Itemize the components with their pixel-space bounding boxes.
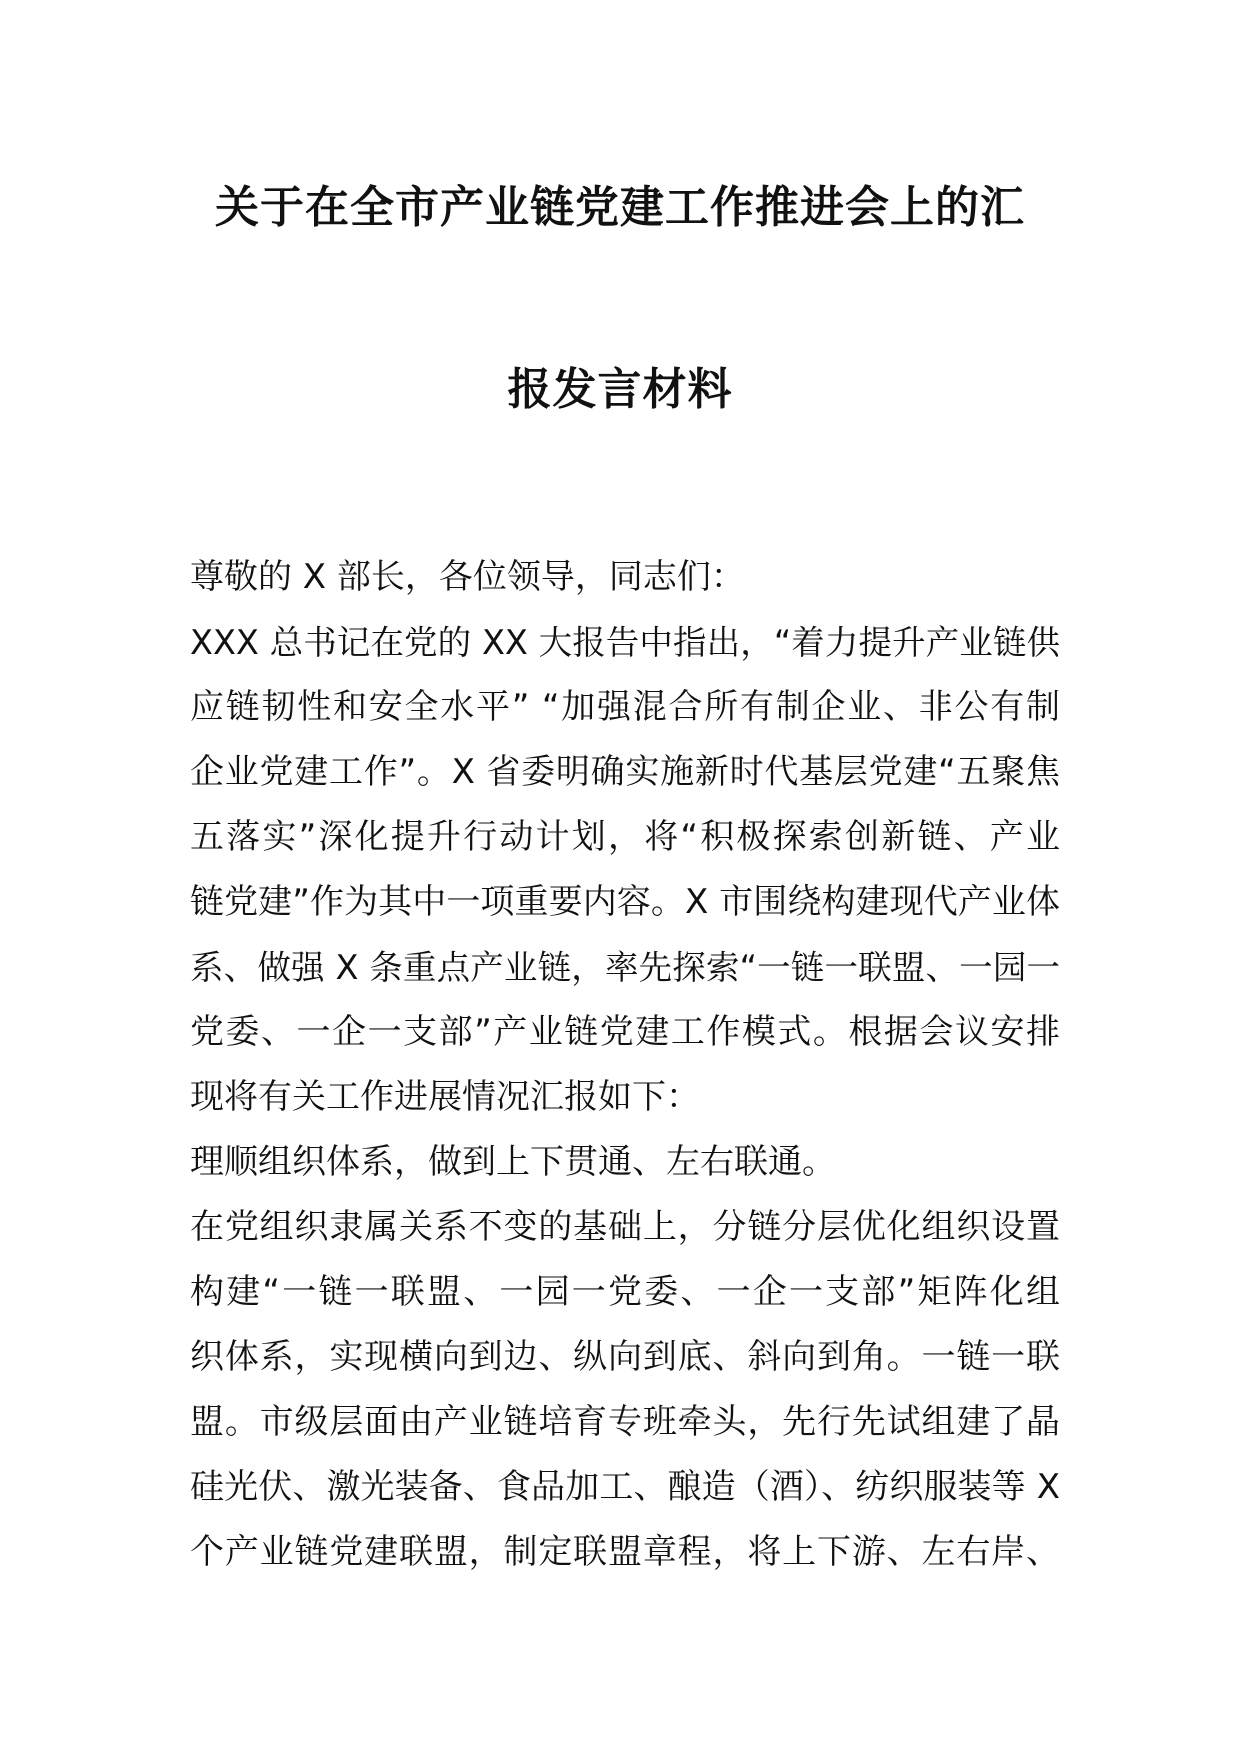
document-body xyxy=(190,545,1060,1585)
body-line: 链党建”作为其中一项重要内容。X 市围绕构建现代产业体 xyxy=(190,882,1060,922)
body-line: 现将有关工作进展情况汇报如下： xyxy=(190,1077,700,1117)
body-line: 织体系，实现横向到边、纵向到底、斜向到角。一链一联 xyxy=(190,1337,1060,1377)
body-line: 构建“一链一联盟、一园一党委、一企一支部”矩阵化组 xyxy=(190,1272,1060,1312)
body-line: 五落实”深化提升行动计划，将“积极探索创新链、产业 xyxy=(190,817,1060,857)
document-title-line-2: 报发言材料 xyxy=(507,364,733,415)
body-line: 系、做强 X 条重点产业链，率先探索“一链一联盟、一园一 xyxy=(190,948,1060,987)
body-line: 在党组织隶属关系不变的基础上，分链分层优化组织设置 xyxy=(190,1207,1060,1247)
body-line: 党委、一企一支部”产业链党建工作模式。根据会议安排 xyxy=(190,1012,1060,1052)
salutation: 尊敬的 X 部长，各位领导，同志们： xyxy=(190,557,745,597)
body-line: 盟。市级层面由产业链培育专班牵头，先行先试组建了晶 xyxy=(190,1402,1060,1442)
body-line: 个产业链党建联盟，制定联盟章程，将上下游、左右岸、 xyxy=(190,1532,1060,1572)
body-line: XXX 总书记在党的 XX 大报告中指出，“着力提升产业链供 xyxy=(190,623,1060,662)
body-line: 应链韧性和安全水平” “加强混合所有制企业、非公有制 xyxy=(190,687,1060,727)
section-heading: 理顺组织体系，做到上下贯通、左右联通。 xyxy=(190,1142,836,1182)
document-title-line-1: 关于在全市产业链党建工作推进会上的汇 xyxy=(215,182,1025,233)
body-line: 企业党建工作”。X 省委明确实施新时代基层党建“五聚焦 xyxy=(190,752,1060,792)
body-line: 硅光伏、激光装备、食品加工、酿造（酒）、纺织服装等 X xyxy=(190,1467,1060,1507)
